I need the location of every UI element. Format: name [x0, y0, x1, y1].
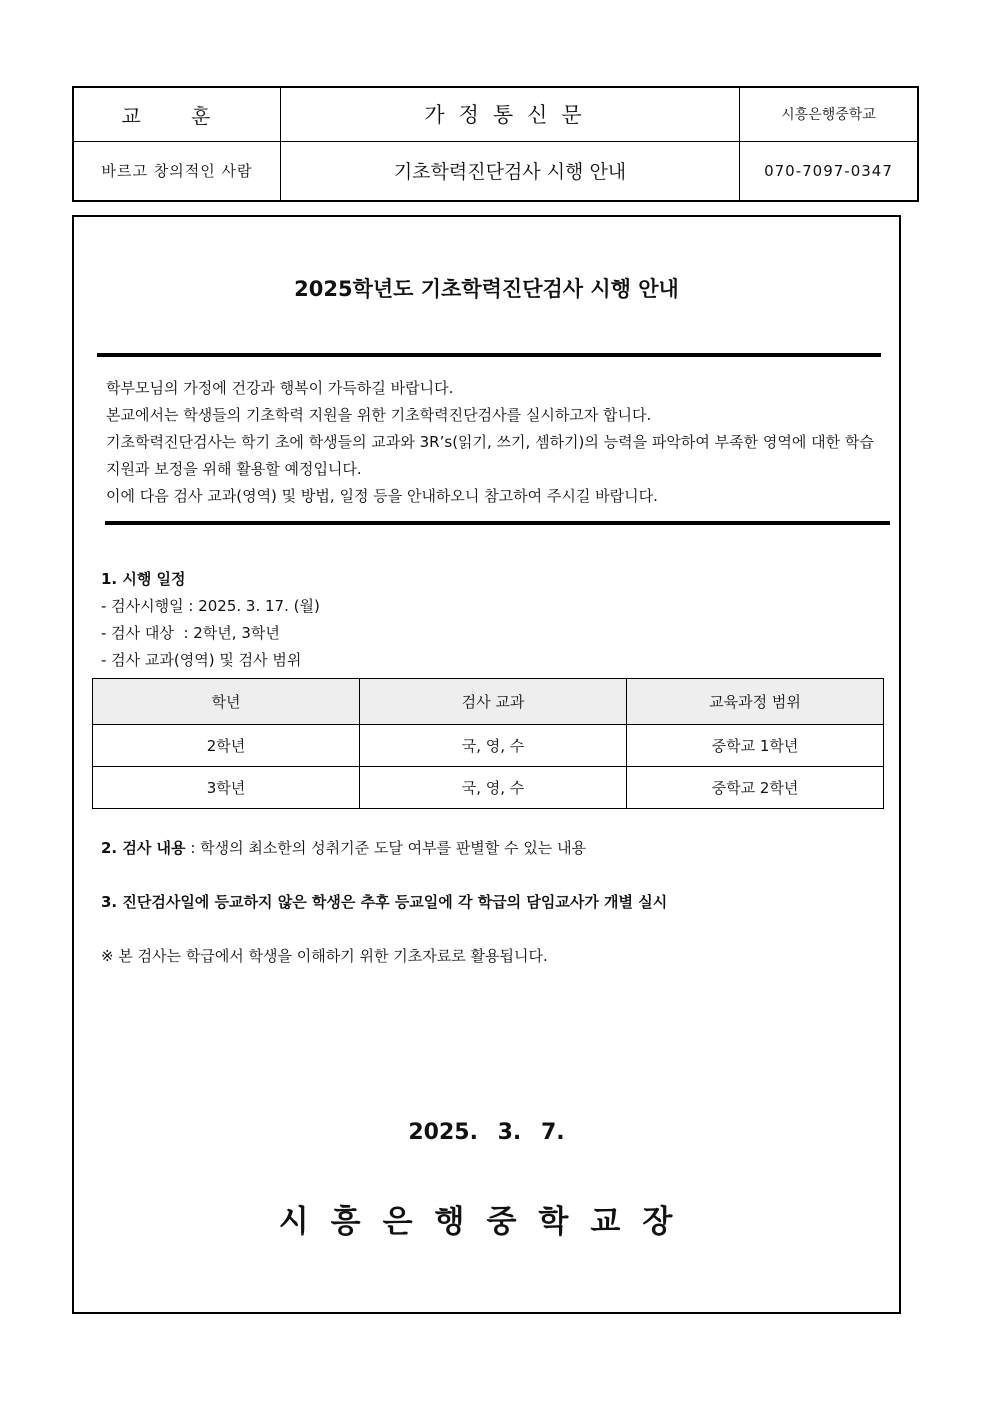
bottom-rule — [105, 521, 890, 525]
intro-paragraph — [106, 375, 878, 510]
newsletter-subject: 기초학력진단검사 시행 안내 — [393, 161, 627, 184]
section-absent-students: 3. 진단검사일에 등교하지 않은 학생은 추후 등교일에 각 학급의 담임교사가 개별 실시 — [101, 893, 668, 911]
table-row — [93, 725, 884, 767]
document-title: 2025학년도 기초학력진단검사 시행 안내 — [294, 277, 679, 301]
principal-signature: 시흥은행중학교장 — [278, 1204, 695, 1240]
school-name: 시흥은행중학교 — [781, 107, 876, 124]
table-cell: 국, 영, 수 — [360, 767, 627, 809]
section-heading: 1. 시행 일정 — [101, 570, 186, 588]
document-frame — [72, 215, 901, 1314]
table-cell: 3학년 — [93, 767, 360, 809]
table-header-cell: 교육과정 범위 — [627, 679, 884, 725]
school-phone: 070-7097-0347 — [764, 162, 893, 181]
section-schedule — [101, 566, 320, 674]
reference-note: ※ 본 검사는 학급에서 학생을 이해하기 위한 기초자료로 활용됩니다. — [101, 947, 548, 965]
table-header-row — [93, 679, 884, 725]
section-heading: 2. 검사 내용 — [101, 839, 186, 857]
newsletter-label: 가정통신문 — [424, 103, 596, 128]
phone-cell — [740, 141, 919, 201]
exam-scope-table — [92, 678, 884, 809]
issue-date: 2025. 3. 7. — [408, 1120, 565, 1145]
newsletter-label-cell — [281, 87, 740, 141]
schedule-item: - 검사시행일 : 2025. 3. 17. (월) — [101, 597, 320, 615]
section-text: : 학생의 최소한의 성취기준 도달 여부를 판별할 수 있는 내용 — [185, 839, 587, 857]
table-cell: 중학교 2학년 — [627, 767, 884, 809]
school-cell — [740, 87, 919, 141]
intro-line: 이에 다음 검사 교과(영역) 및 방법, 일정 등을 안내하오니 참고하여 주시길 바랍니다. — [106, 487, 658, 505]
table-header-cell: 검사 교과 — [360, 679, 627, 725]
intro-line: 본교에서는 학생들의 기초학력 지원을 위한 기초학력진단검사를 실시하고자 합니다. — [106, 406, 652, 424]
intro-line: 기초학력진단검사는 학기 초에 학생들의 교과와 3R’s(읽기, 쓰기, 셈하기)의 능력을 파악하여 부족한 영역에 대한 학습 지원과 보정을 위해 활용할 예정입니다. — [106, 433, 874, 478]
school-motto: 바르고 창의적인 사람 — [101, 162, 253, 181]
top-rule — [97, 353, 881, 357]
table-row — [93, 767, 884, 809]
table-cell: 국, 영, 수 — [360, 725, 627, 767]
schedule-item: - 검사 대상 : 2학년, 3학년 — [101, 624, 280, 642]
motto-label-cell — [73, 87, 281, 141]
subject-cell — [281, 141, 740, 201]
table-cell: 중학교 1학년 — [627, 725, 884, 767]
motto-cell — [73, 141, 281, 201]
intro-line: 학부모님의 가정에 건강과 행복이 가득하길 바랍니다. — [106, 379, 454, 397]
motto-label: 교 훈 — [121, 103, 233, 128]
section-content — [101, 837, 586, 858]
header-table — [72, 86, 919, 202]
schedule-item: - 검사 교과(영역) 및 검사 범위 — [101, 651, 302, 669]
table-header-cell: 학년 — [93, 679, 360, 725]
table-cell: 2학년 — [93, 725, 360, 767]
